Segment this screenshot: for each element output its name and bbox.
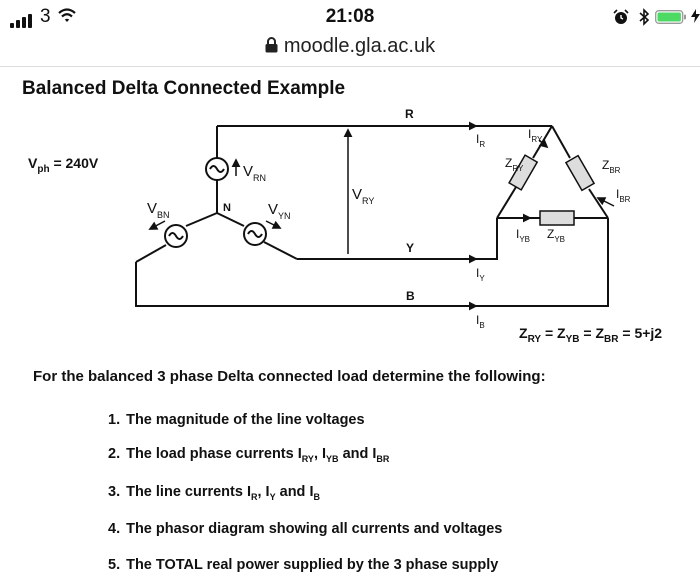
url-text: moodle.gla.ac.uk <box>283 35 436 57</box>
task-item-3: 3. The line currents $I_R$, $I_Y$ and $I_B$ <box>108 484 320 502</box>
task-item-1: 1. The magnitude of the line voltages <box>108 412 365 428</box>
charging-icon <box>691 9 700 23</box>
line-b-label: B <box>406 289 415 303</box>
bluetooth-icon <box>638 8 650 26</box>
vyn-label: $V_{YN}$ <box>268 201 291 221</box>
page-title: Balanced Delta Connected Example <box>22 78 346 99</box>
vph-label: $V_{ph} = 240V$ <box>28 155 99 175</box>
impedance-br <box>566 156 594 191</box>
zry-label: $Z_{RY}$ <box>505 156 524 173</box>
ib-label: $I_B$ <box>476 313 485 330</box>
ibr-label: $I_{BR}$ <box>616 187 631 204</box>
eq-z-label: $Z_{RY} = Z_{YB} = Z_{BR} = 5+j2$ <box>519 325 663 345</box>
iry-label: $I_{RY}$ <box>528 127 543 144</box>
line-b <box>136 218 608 306</box>
address-bar[interactable] <box>0 35 700 58</box>
battery-icon <box>655 10 687 24</box>
alarm-icon <box>613 9 629 25</box>
carrier-label: 3 <box>40 6 51 27</box>
line-r-label: R <box>405 107 414 121</box>
ir-label: $I_R$ <box>476 132 486 149</box>
task-item-2: 2. The load phase currents $I_{RY}$, $I_{YB}$ and $I_{BR}$ <box>108 446 390 464</box>
circuit-diagram <box>0 100 700 355</box>
source-rn <box>206 158 228 180</box>
task-item-5: 5. The TOTAL real power supplied by the 3 phase supply <box>108 557 499 573</box>
status-bar <box>0 0 700 32</box>
divider <box>0 66 700 67</box>
vbn-label: $V_{BN}$ <box>147 200 170 220</box>
source-bn <box>165 225 187 247</box>
iy-label: $I_Y$ <box>476 266 485 283</box>
vrn-label: $V_{RN}$ <box>243 163 267 183</box>
vry-label: $V_{RY}$ <box>352 186 375 206</box>
line-y <box>297 218 497 259</box>
lock-icon <box>265 37 278 53</box>
zyb-label: $Z_{YB}$ <box>547 227 566 244</box>
task-item-4: 4. The phasor diagram showing all currents and voltages <box>108 521 503 537</box>
neutral-label: N <box>223 202 231 214</box>
arrow-vyn <box>266 221 280 228</box>
question-text: For the balanced 3 phase Delta connected load determine the following: <box>33 368 546 385</box>
arrow-vbn <box>150 221 165 229</box>
clock: 21:08 <box>325 6 375 27</box>
iyb-label: $I_{YB}$ <box>516 227 531 244</box>
line-y-label: Y <box>406 241 415 255</box>
impedance-yb <box>540 211 574 225</box>
zbr-label: $Z_{BR}$ <box>602 158 621 175</box>
source-yn <box>244 223 266 245</box>
